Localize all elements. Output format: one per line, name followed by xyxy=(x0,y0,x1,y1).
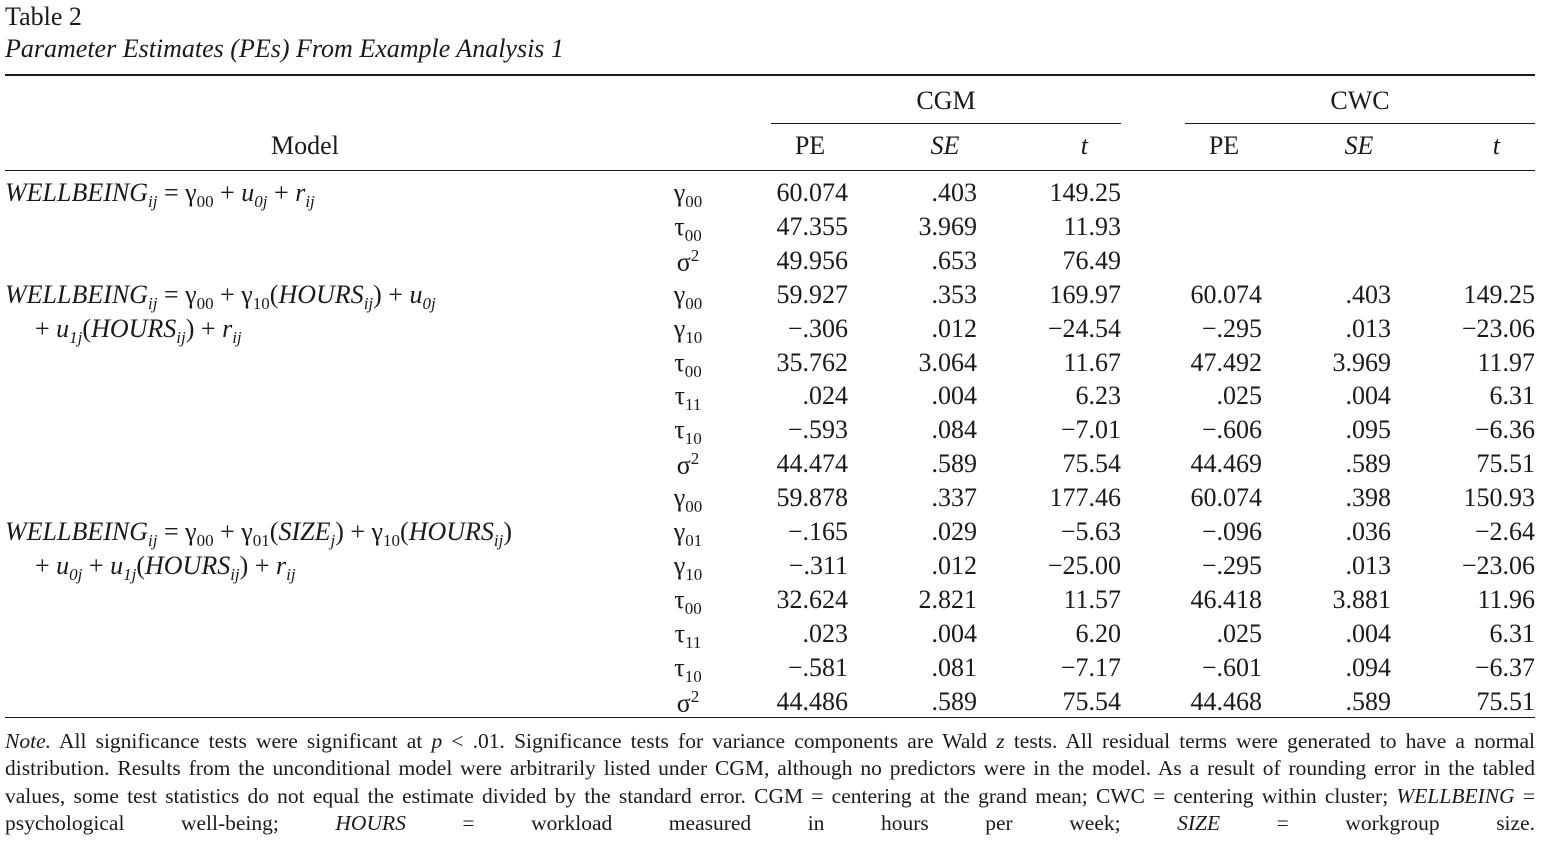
model-3-equation-line1: $WELLBEING_{ij} = \gamma_{00}$ + $\gamma_{01}(SIZE_j)$ + $\gamma_{10}(HOURS_{ij})$ xyxy=(5,517,513,551)
table-cell-cgm-pe: .023 xyxy=(802,618,848,648)
note-segment: z xyxy=(996,729,1005,753)
parameter-symbol: $\tau_{00}$ xyxy=(674,584,702,618)
header-rule xyxy=(5,170,1535,171)
header-cwc-pe: PE xyxy=(1208,131,1240,160)
header-cgm-t: t xyxy=(1080,131,1088,160)
table-cell-cwc-t: 11.96 xyxy=(1477,584,1535,614)
note-segment: tests. All residual terms were generated to have a normal distribution. Results from the unconditional model were arbitrarily listed under CGM, although no predictors were in the model. As a result of rounding error in the tabled values, some test statistics do not equal the estimate divided by the standard error. CGM = centering at the grand mean; CWC = centering within cluster; xyxy=(5,729,1535,808)
parameter-symbol: $\gamma_{00}$ xyxy=(673,483,703,517)
parameter-symbol: $\gamma_{00}$ xyxy=(673,279,703,313)
table-cell-cwc-t: 6.31 xyxy=(1489,381,1535,411)
table-cell-cgm-pe: −.581 xyxy=(787,652,848,682)
note-segment: < .01. Significance tests for variance components are Wald xyxy=(442,729,997,753)
table-cell-cgm-pe: −.311 xyxy=(788,550,848,580)
table-cell-cgm-t: 149.25 xyxy=(1049,178,1121,207)
table-cell-cgm-se: .004 xyxy=(931,381,977,411)
header-cgm: CGM xyxy=(916,86,976,115)
note-segment: p xyxy=(431,729,443,753)
table-cell-cgm-pe: 59.878 xyxy=(776,483,848,513)
table-cell-cwc-t: −23.06 xyxy=(1461,313,1535,343)
table-cell-cwc-t: 11.97 xyxy=(1477,347,1535,377)
table-cell-cgm-se: 3.969 xyxy=(918,211,977,241)
parameter-symbol: $\gamma_{10}$ xyxy=(673,550,703,585)
header-model: Model xyxy=(271,131,339,160)
table-cell-cwc-se: .013 xyxy=(1345,313,1391,343)
table-cell-cgm-pe: 44.474 xyxy=(776,449,848,479)
model-2-equation-line2: + $u_{1j}(HOURS_{ij}) + r_{ij}$ xyxy=(35,314,242,348)
table-cell-cgm-pe: 59.927 xyxy=(776,279,848,309)
parameter-symbol: $\sigma^2$ xyxy=(676,686,700,718)
parameter-symbol: $\gamma_{10}$ xyxy=(673,313,703,347)
parameter-symbol: $\gamma_{01}$ xyxy=(673,517,703,551)
table-cell-cgm-pe: −.165 xyxy=(787,517,848,546)
table-cell-cgm-t: −24.54 xyxy=(1047,313,1121,343)
table-cell-cgm-se: .029 xyxy=(931,517,977,546)
table-cell-cgm-pe: −.306 xyxy=(787,313,848,343)
table-cell-cwc-se: 3.881 xyxy=(1332,584,1391,614)
table-cell-cwc-pe: 60.074 xyxy=(1190,483,1262,513)
table-cell-cgm-t: 177.46 xyxy=(1049,483,1121,513)
table-cell-cgm-se: .403 xyxy=(931,178,977,207)
cwc-rule xyxy=(1185,123,1535,124)
table-cell-cwc-pe: 44.469 xyxy=(1190,449,1262,479)
table-label: Table 2 xyxy=(5,2,82,31)
top-rule xyxy=(5,74,1535,76)
table-cell-cgm-t: −25.00 xyxy=(1047,550,1121,580)
table-cell-cwc-t: −6.36 xyxy=(1474,415,1535,445)
table-cell-cwc-pe: 60.074 xyxy=(1190,279,1262,309)
table-cell-cwc-t: −6.37 xyxy=(1474,652,1535,682)
table-cell-cgm-t: 11.57 xyxy=(1063,584,1121,614)
model-2-equation-line1: $WELLBEING_{ij} = \gamma_{00}$ + $\gamma_{10}(HOURS_{ij}) + u_{0j}$ xyxy=(5,280,436,314)
table-cell-cwc-t: 150.93 xyxy=(1463,483,1535,513)
table-cell-cgm-se: .589 xyxy=(931,686,977,716)
table-cell-cgm-se: .012 xyxy=(931,313,977,343)
table-cell-cgm-pe: 44.486 xyxy=(776,686,848,716)
table-cell-cwc-pe: .025 xyxy=(1216,618,1262,648)
table-cell-cgm-t: 6.23 xyxy=(1075,381,1121,411)
table-cell-cgm-se: .004 xyxy=(931,618,977,648)
table-cell-cwc-pe: −.295 xyxy=(1201,313,1262,343)
table-cell-cgm-t: 75.54 xyxy=(1062,449,1121,479)
table-cell-cgm-se: .081 xyxy=(931,652,977,682)
table-cell-cwc-se: .095 xyxy=(1345,415,1391,445)
table-cell-cgm-t: 76.49 xyxy=(1062,245,1121,275)
table-title: Parameter Estimates (PEs) From Example Analysis 1 xyxy=(5,34,564,63)
table-cell-cgm-t: 11.67 xyxy=(1063,347,1121,377)
note-label: Note. xyxy=(5,729,51,753)
table-cell-cwc-se: .036 xyxy=(1345,517,1391,546)
table-cell-cgm-t: 11.93 xyxy=(1063,211,1121,241)
table-cell-cwc-t: 75.51 xyxy=(1476,449,1535,479)
table-cell-cgm-t: −7.01 xyxy=(1060,415,1121,445)
table-cell-cwc-se: .004 xyxy=(1345,618,1391,648)
table-cell-cwc-se: .094 xyxy=(1345,652,1391,682)
note-segment: = psychological well-being; xyxy=(5,783,1535,836)
table-cell-cgm-se: .353 xyxy=(931,279,977,309)
table-cell-cgm-t: 169.97 xyxy=(1049,279,1121,309)
table-cell-cwc-t: −23.06 xyxy=(1461,550,1535,580)
table-cell-cgm-se: .084 xyxy=(931,415,977,445)
header-cgm-pe: PE xyxy=(794,131,826,160)
table-cell-cwc-se: .589 xyxy=(1345,686,1391,716)
parameter-symbol: $\gamma_{00}$ xyxy=(673,178,703,212)
table-cell-cgm-t: 75.54 xyxy=(1062,686,1121,716)
parameter-symbol: $\tau_{11}$ xyxy=(674,618,702,652)
table-cell-cwc-t: 6.31 xyxy=(1489,618,1535,648)
note-segment: = workload measured in hours per week; xyxy=(405,811,1178,836)
table-cell-cwc-pe: .025 xyxy=(1216,381,1262,411)
table-cell-cwc-pe: −.295 xyxy=(1201,550,1262,580)
table-cell-cwc-se: 3.969 xyxy=(1332,347,1391,377)
table-cell-cgm-pe: 49.956 xyxy=(776,245,848,275)
table-cell-cgm-pe: 35.762 xyxy=(776,347,848,377)
table-cell-cgm-pe: 47.355 xyxy=(776,211,848,241)
parameter-symbol: $\tau_{10}$ xyxy=(674,652,702,686)
table-cell-cwc-t: −2.64 xyxy=(1474,517,1535,546)
table-cell-cwc-se: .398 xyxy=(1345,483,1391,513)
model-3-equation-line2: + $u_{0j}$ + $u_{1j}(HOURS_{ij}) + r_{ij}$ xyxy=(35,551,296,585)
table-cell-cgm-se: .589 xyxy=(931,449,977,479)
table-cell-cwc-se: .013 xyxy=(1345,550,1391,580)
table-cell-cwc-pe: −.606 xyxy=(1201,415,1262,445)
table-cell-cgm-se: 3.064 xyxy=(918,347,977,377)
table-cell-cgm-pe: 60.074 xyxy=(776,178,848,207)
table-cell-cgm-pe: −.593 xyxy=(787,415,848,445)
header-cgm-se: SE xyxy=(930,131,960,160)
bottom-rule xyxy=(5,717,1535,718)
table-cell-cwc-se: .403 xyxy=(1345,279,1391,309)
note-segment: SIZE xyxy=(1177,811,1221,836)
note-segment: WELLBEING xyxy=(1396,783,1515,808)
table-cell-cgm-t: −7.17 xyxy=(1060,652,1121,682)
model-1-equation: $WELLBEING_{ij} = \gamma_{00} + u_{0j} + r_{ij}$ xyxy=(5,178,315,212)
table-cell-cgm-t: 6.20 xyxy=(1075,618,1121,648)
parameter-symbol: $\sigma^2$ xyxy=(676,449,700,480)
table-cell-cgm-pe: 32.624 xyxy=(776,584,848,614)
parameter-symbol: $\tau_{11}$ xyxy=(674,381,702,415)
table-cell-cwc-pe: −.601 xyxy=(1201,652,1262,682)
table-cell-cwc-se: .004 xyxy=(1345,381,1391,411)
table-cell-cgm-t: −5.63 xyxy=(1060,517,1121,546)
table-cell-cgm-se: .012 xyxy=(931,550,977,580)
parameter-symbol: $\tau_{00}$ xyxy=(674,347,702,381)
table-cell-cwc-pe: −.096 xyxy=(1201,517,1262,546)
table-cell-cwc-se: .589 xyxy=(1345,449,1391,479)
table-cell-cgm-se: 2.821 xyxy=(918,584,977,614)
parameter-symbol: $\tau_{00}$ xyxy=(674,211,702,246)
table-cell-cgm-pe: .024 xyxy=(802,381,848,411)
parameter-symbol: $\tau_{10}$ xyxy=(674,415,702,449)
header-cwc-t: t xyxy=(1492,131,1500,160)
table-cell-cwc-t: 149.25 xyxy=(1463,279,1535,309)
table-cell-cgm-se: .653 xyxy=(931,245,977,275)
note-segment: All significance tests were significant at xyxy=(50,729,432,753)
table-cell-cwc-pe: 47.492 xyxy=(1190,347,1262,377)
table-cell-cwc-pe: 44.468 xyxy=(1190,686,1262,716)
parameter-symbol: $\sigma^2$ xyxy=(676,245,700,277)
table-cell-cgm-se: .337 xyxy=(931,483,977,513)
header-cwc-se: SE xyxy=(1344,131,1374,160)
table-note xyxy=(5,728,1535,838)
table-cell-cwc-t: 75.51 xyxy=(1476,686,1535,716)
header-cwc: CWC xyxy=(1330,86,1390,115)
table-cell-cwc-pe: 46.418 xyxy=(1190,584,1262,614)
note-segment: = workgroup size. xyxy=(1220,811,1535,836)
note-segment: HOURS xyxy=(335,811,406,836)
cgm-rule xyxy=(771,123,1121,124)
